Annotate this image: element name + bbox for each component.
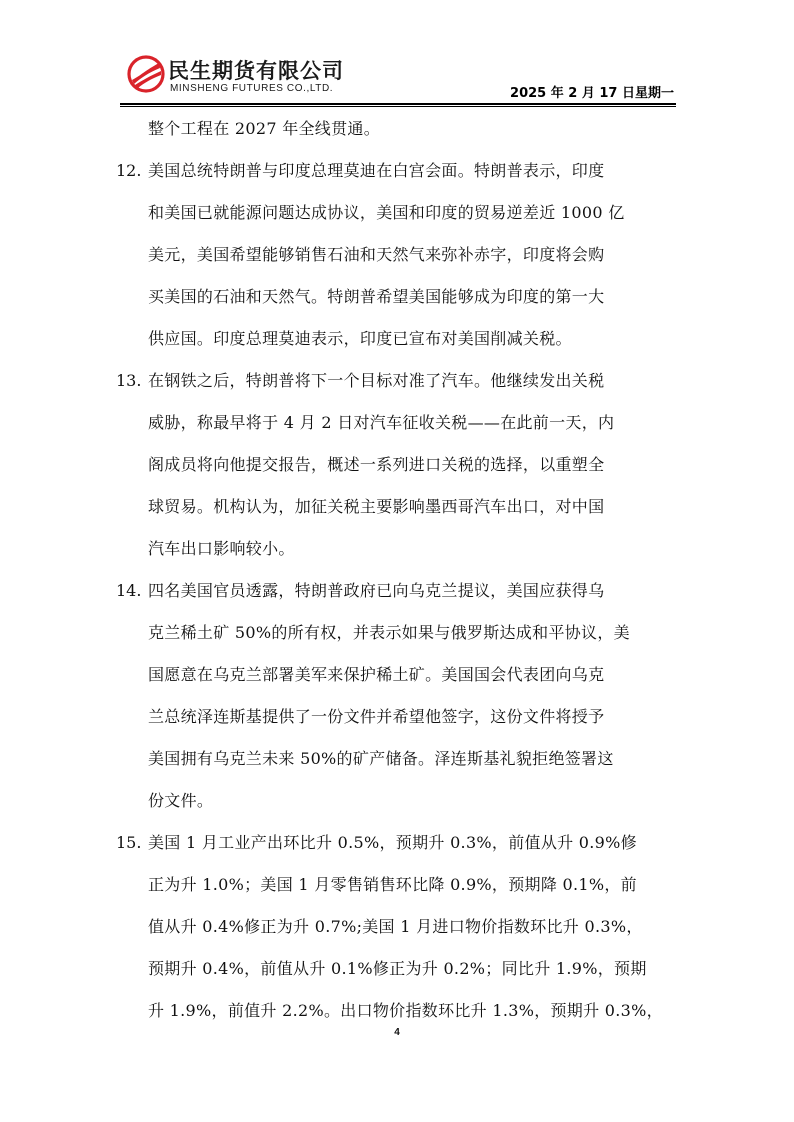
paragraph-line: 美国总统特朗普与印度总理莫迪在白宫会面。特朗普表示，印度 [148, 161, 605, 180]
brand-name-en: MINSHENG FUTURES CO.,LTD. [170, 83, 334, 94]
paragraph-line: 球贸易。机构认为，加征关税主要影响墨西哥汽车出口，对中国 [148, 497, 605, 516]
paragraph-line: 升 1.9%，前值升 2.2%。出口物价指数环比升 1.3%，预期升 0.3%， [148, 1001, 663, 1020]
paragraph-line: 买美国的石油和天然气。特朗普希望美国能够成为印度的第一大 [148, 287, 605, 306]
news-item-14 [116, 570, 682, 822]
paragraph-line: 克兰稀土矿 50%的所有权，并表示如果与俄罗斯达成和平协议，美 [148, 623, 630, 642]
paragraph-line: 值从升 0.4%修正为升 0.7%;美国 1 月进口物价指数环比升 0.3%， [148, 917, 643, 936]
paragraph-line: 美国拥有乌克兰未来 50%的矿产储备。泽连斯基礼貌拒绝签署这 [148, 749, 614, 768]
news-item-12 [116, 150, 682, 360]
header-rule-thick [120, 103, 676, 105]
item-number: 13. [116, 371, 142, 390]
paragraph-line: 在钢铁之后，特朗普将下一个目标对准了汽车。他继续发出关税 [148, 371, 605, 390]
paragraph-line: 正为升 1.0%；美国 1 月零售销售环比降 0.9%，预期降 0.1%，前 [148, 875, 637, 894]
paragraph-line: 和美国已就能源问题达成协议，美国和印度的贸易逆差近 1000 亿 [148, 203, 625, 222]
news-item-15 [116, 822, 682, 1032]
page-header [120, 52, 676, 104]
paragraph-line: 供应国。印度总理莫迪表示，印度已宣布对美国削减关税。 [148, 329, 572, 348]
paragraph-line: 美国 1 月工业产出环比升 0.5%，预期升 0.3%，前值从升 0.9%修 [148, 833, 637, 852]
paragraph-line: 汽车出口影响较小。 [148, 539, 295, 558]
paragraph-line: 预期升 0.4%，前值从升 0.1%修正为升 0.2%；同比升 1.9%，预期 [148, 959, 647, 978]
paragraph-line: 美元，美国希望能够销售石油和天然气来弥补赤字，印度将会购 [148, 245, 605, 264]
paragraph-line: 威胁，称最早将于 4 月 2 日对汽车征收关税——在此前一天，内 [148, 413, 615, 432]
paragraph-line: 兰总统泽连斯基提供了一份文件并希望他签字，这份文件将授予 [148, 707, 605, 726]
report-date: 2025 年 2 月 17 日星期一 [510, 86, 674, 101]
paragraph-line: 份文件。 [148, 791, 214, 810]
document-body [116, 108, 682, 1032]
page-number: 4 [394, 1027, 400, 1038]
header-rule-thin [120, 106, 676, 107]
continuation-paragraph [116, 108, 682, 150]
item-number: 15. [116, 833, 142, 852]
news-item-13 [116, 360, 682, 570]
brand-name-cn: 民生期货有限公司 [168, 59, 344, 83]
minsheng-logo-icon [126, 54, 166, 94]
item-number: 12. [116, 161, 142, 180]
paragraph-line: 国愿意在乌克兰部署美军来保护稀土矿。美国国会代表团向乌克 [148, 665, 605, 684]
item-number: 14. [116, 581, 142, 600]
paragraph-line: 阁成员将向他提交报告，概述一系列进口关税的选择，以重塑全 [148, 455, 605, 474]
paragraph-line: 四名美国官员透露，特朗普政府已向乌克兰提议，美国应获得乌 [148, 581, 605, 600]
paragraph-line: 整个工程在 2027 年全线贯通。 [148, 119, 380, 138]
